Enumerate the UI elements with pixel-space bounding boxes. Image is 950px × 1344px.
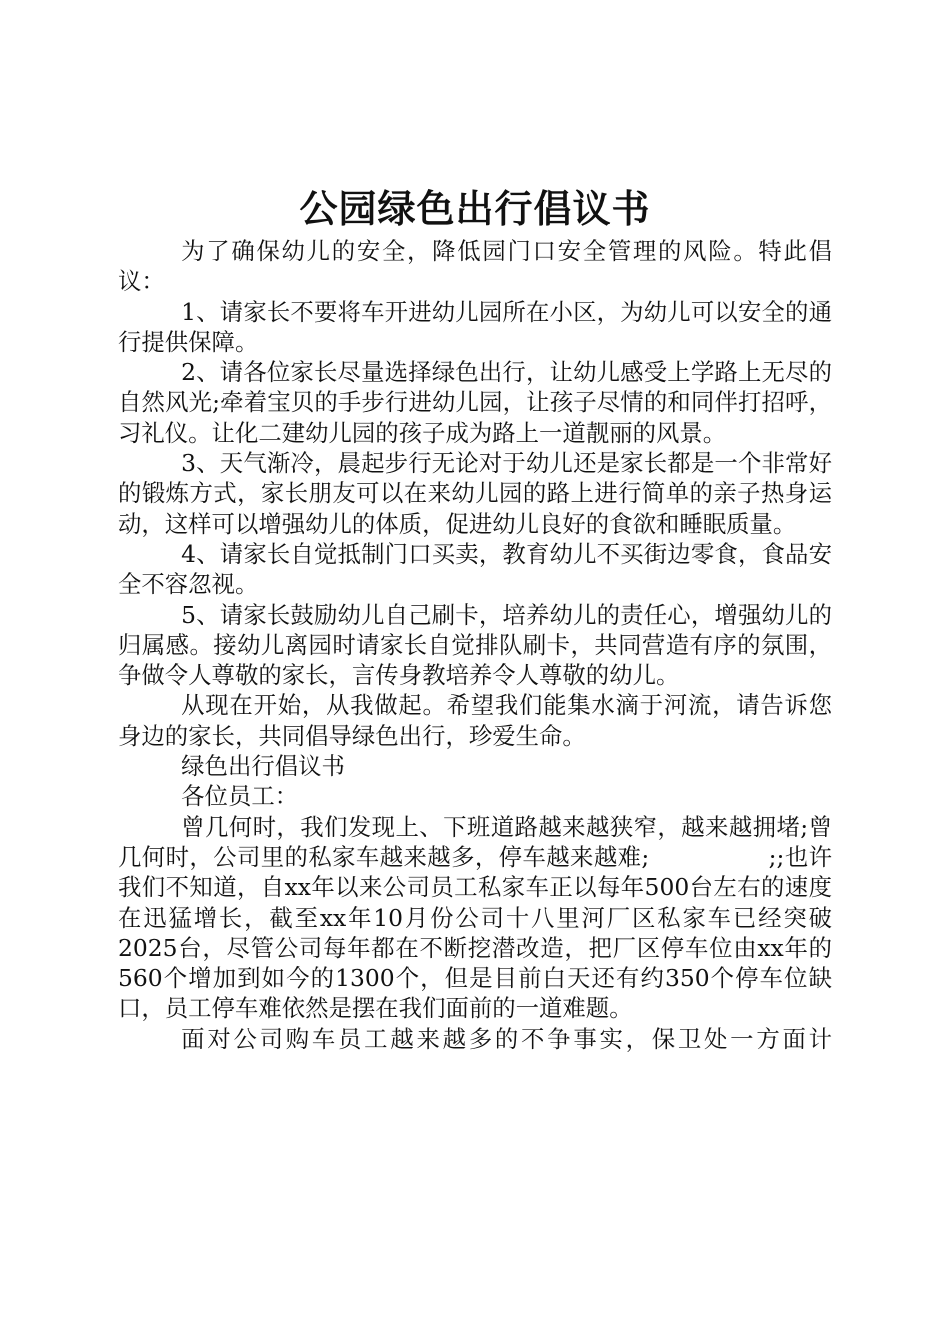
paragraph-truncated: 面对公司购车员工越来越多的不争事实，保卫处一方面计 [181,1024,832,1053]
paragraph-closing: 从现在开始，从我做起。希望我们能集水滴于河流，请告诉您身边的家长，共同倡导绿色出行，珍爱生命。 [118,691,832,750]
paragraph-item-3: 3、天气渐冷，晨起步行无论对于幼儿还是家长都是一个非常好的锻炼方式，家长朋友可以在来幼儿园的路上进行简单的亲子热身运动，这样可以增强幼儿的体质，促进幼儿良好的食欲和睡眠质量。 [118,449,832,538]
paragraph-intro: 为了确保幼儿的安全，降低园门口安全管理的风险。特此倡议： [118,237,832,296]
document-body [118,236,832,1054]
salutation: 各位员工： [181,782,299,811]
paragraph-item-5: 5、请家长鼓励幼儿自己刷卡，培养幼儿的责任心，增强幼儿的归属感。接幼儿离园时请家长自觉排队刷卡，共同营造有序的氛围，争做令人尊敬的家长，言传身教培养令人尊敬的幼儿。 [118,600,832,690]
paragraph-item-4: 4、请家长自觉抵制门口买卖，教育幼儿不买街边零食，食品安全不容忽视。 [118,539,832,599]
section-heading: 绿色出行倡议书 [181,752,345,781]
document-title: 公园绿色出行倡议书 [299,186,651,231]
paragraph-item-2: 2、请各位家长尽量选择绿色出行，让幼儿感受上学路上无尽的自然风光;牵着宝贝的手步行进幼儿园，让孩子尽情的和同伴打招呼，习礼仪。让化二建幼儿园的孩子成为路上一道靓丽的风景。 [118,358,832,447]
paragraph-parking: 曾几何时，我们发现上、下班道路越来越狭窄，越来越拥堵;曾几何时，公司里的私家车越来越多，停车越来越难; ;;也许我们不知道，自xx年以来公司员工私家车正以每年500台左右的速度在迅猛增长，截至xx年10月份公司十八里河厂区私家车已经突破2025台，尽管公司每年都在不断挖潜改造，把厂区停车位由xx年的560个增加到如今的1300个，但是目前白天还有约350个停车位缺口，员工停车难依然是摆在我们面前的一道难题。 [118,812,832,1023]
paragraph-item-1: 1、请家长不要将车开进幼儿园所在小区，为幼儿可以安全的通行提供保障。 [118,297,832,356]
